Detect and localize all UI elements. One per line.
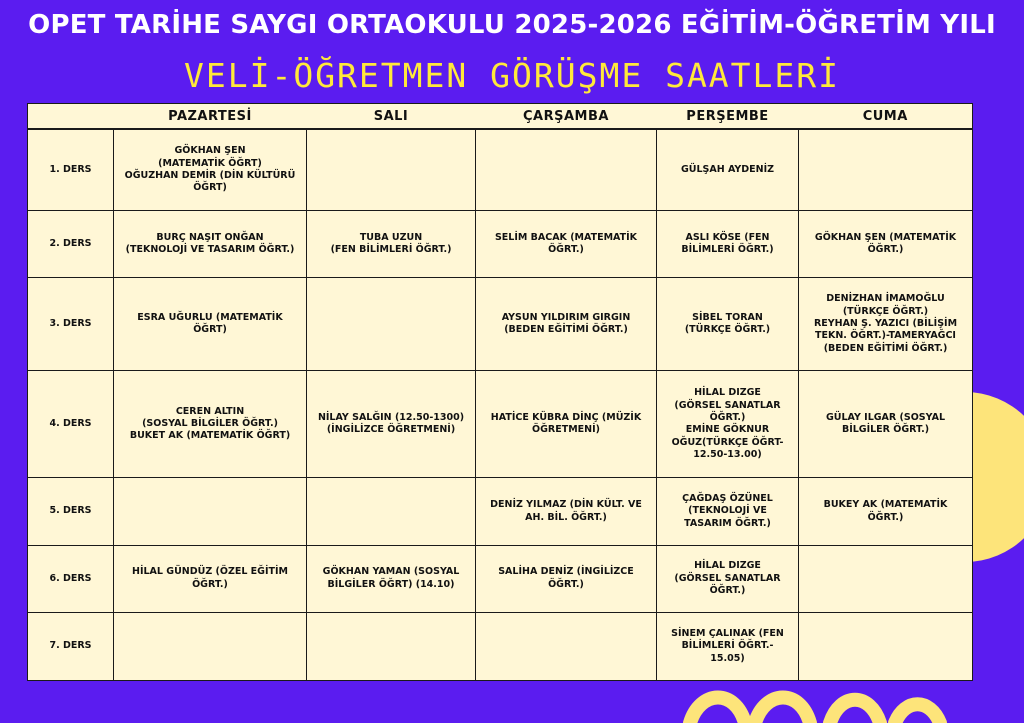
cell-friday bbox=[799, 129, 973, 210]
cell-tuesday bbox=[307, 129, 476, 210]
cell-thursday: GÜLŞAH AYDENİZ bbox=[657, 129, 799, 210]
cell-tuesday bbox=[307, 478, 476, 545]
cell-wednesday: AYSUN YILDIRIM GIRGIN (BEDEN EĞİTİMİ ÖĞRT.) bbox=[476, 277, 657, 370]
period-label: 5. DERS bbox=[28, 478, 114, 545]
cell-monday: ESRA UĞURLU (MATEMATİK ÖĞRT) bbox=[114, 277, 307, 370]
table-row bbox=[28, 210, 973, 277]
cell-friday: BUKEY AK (MATEMATİK ÖĞRT.) bbox=[799, 478, 973, 545]
cell-wednesday: HATİCE KÜBRA DİNÇ (MÜZİK ÖĞRETMENİ) bbox=[476, 371, 657, 478]
school-title: OPET TARİHE SAYGI ORTAOKULU 2025-2026 EĞİTİM-ÖĞRETİM YILI bbox=[28, 10, 996, 40]
cell-friday bbox=[799, 545, 973, 612]
schedule-table bbox=[27, 103, 973, 681]
table-header-row bbox=[28, 104, 973, 130]
cell-friday: DENİZHAN İMAMOĞLU (TÜRKÇE ÖĞRT.) REYHAN Ş. YAZICI (BİLİŞİM TEKN. ÖĞRT.)-TAMERYAĞCI (BEDEN EĞİTİMİ ÖĞRT.) bbox=[799, 277, 973, 370]
cell-friday bbox=[799, 612, 973, 680]
period-label: 2. DERS bbox=[28, 210, 114, 277]
cell-friday: GÜLAY ILGAR (SOSYAL BİLGİLER ÖĞRT.) bbox=[799, 371, 973, 478]
column-header-thursday: PERŞEMBE bbox=[657, 104, 799, 130]
cell-monday bbox=[114, 478, 307, 545]
period-label: 4. DERS bbox=[28, 371, 114, 478]
table-row bbox=[28, 612, 973, 680]
cell-tuesday: GÖKHAN YAMAN (SOSYAL BİLGİLER ÖĞRT) (14.10) bbox=[307, 545, 476, 612]
table-row bbox=[28, 129, 973, 210]
cell-thursday: HİLAL DIZGE (GÖRSEL SANATLAR ÖĞRT.) bbox=[657, 545, 799, 612]
column-header-tuesday: SALI bbox=[307, 104, 476, 130]
cell-friday: GÖKHAN ŞEN (MATEMATİK ÖĞRT.) bbox=[799, 210, 973, 277]
cell-thursday: ASLI KÖSE (FEN BİLİMLERİ ÖĞRT.) bbox=[657, 210, 799, 277]
table-row bbox=[28, 371, 973, 478]
cell-tuesday: NİLAY SALĞIN (12.50-1300) (İNGİLİZCE ÖĞRETMENİ) bbox=[307, 371, 476, 478]
period-label: 3. DERS bbox=[28, 277, 114, 370]
cell-monday bbox=[114, 612, 307, 680]
period-label: 7. DERS bbox=[28, 612, 114, 680]
cell-tuesday bbox=[307, 277, 476, 370]
cell-thursday: SİBEL TORAN (TÜRKÇE ÖĞRT.) bbox=[657, 277, 799, 370]
cell-wednesday bbox=[476, 129, 657, 210]
cell-tuesday: TUBA UZUN (FEN BİLİMLERİ ÖĞRT.) bbox=[307, 210, 476, 277]
cell-thursday: ÇAĞDAŞ ÖZÜNEL (TEKNOLOJİ VE TASARIM ÖĞRT.) bbox=[657, 478, 799, 545]
cell-monday: HİLAL GÜNDÜZ (ÖZEL EĞİTİM ÖĞRT.) bbox=[114, 545, 307, 612]
column-header-wednesday: ÇARŞAMBA bbox=[476, 104, 657, 130]
table-row bbox=[28, 277, 973, 370]
period-label: 1. DERS bbox=[28, 129, 114, 210]
cell-thursday: HİLAL DIZGE (GÖRSEL SANATLAR ÖĞRT.) EMİNE GÖKNUR OĞUZ(TÜRKÇE ÖĞRT-12.50-13.00) bbox=[657, 371, 799, 478]
cell-thursday: SİNEM ÇALINAK (FEN BİLİMLERİ ÖĞRT.- 15.05) bbox=[657, 612, 799, 680]
cell-monday: CEREN ALTIN (SOSYAL BİLGİLER ÖĞRT.) BUKET AK (MATEMATİK ÖĞRT) bbox=[114, 371, 307, 478]
cell-monday: GÖKHAN ŞEN (MATEMATİK ÖĞRT) OĞUZHAN DEMİR (DİN KÜLTÜRÜ ÖĞRT) bbox=[114, 129, 307, 210]
cell-tuesday bbox=[307, 612, 476, 680]
page-title: VELİ-ÖĞRETMEN GÖRÜŞME SAATLERİ bbox=[183, 56, 841, 95]
cell-wednesday: DENİZ YILMAZ (DİN KÜLT. VE AH. BİL. ÖĞRT.) bbox=[476, 478, 657, 545]
cell-wednesday bbox=[476, 612, 657, 680]
cell-wednesday: SALİHA DENİZ (İNGİLİZCE ÖĞRT.) bbox=[476, 545, 657, 612]
column-header-monday: PAZARTESİ bbox=[114, 104, 307, 130]
table-row bbox=[28, 478, 973, 545]
period-label: 6. DERS bbox=[28, 545, 114, 612]
column-header-friday: CUMA bbox=[799, 104, 973, 130]
column-header-period bbox=[28, 104, 114, 130]
cell-monday: BURÇ NAŞIT ONĞAN (TEKNOLOJİ VE TASARIM ÖĞRT.) bbox=[114, 210, 307, 277]
cell-wednesday: SELİM BACAK (MATEMATİK ÖĞRT.) bbox=[476, 210, 657, 277]
table-row bbox=[28, 545, 973, 612]
